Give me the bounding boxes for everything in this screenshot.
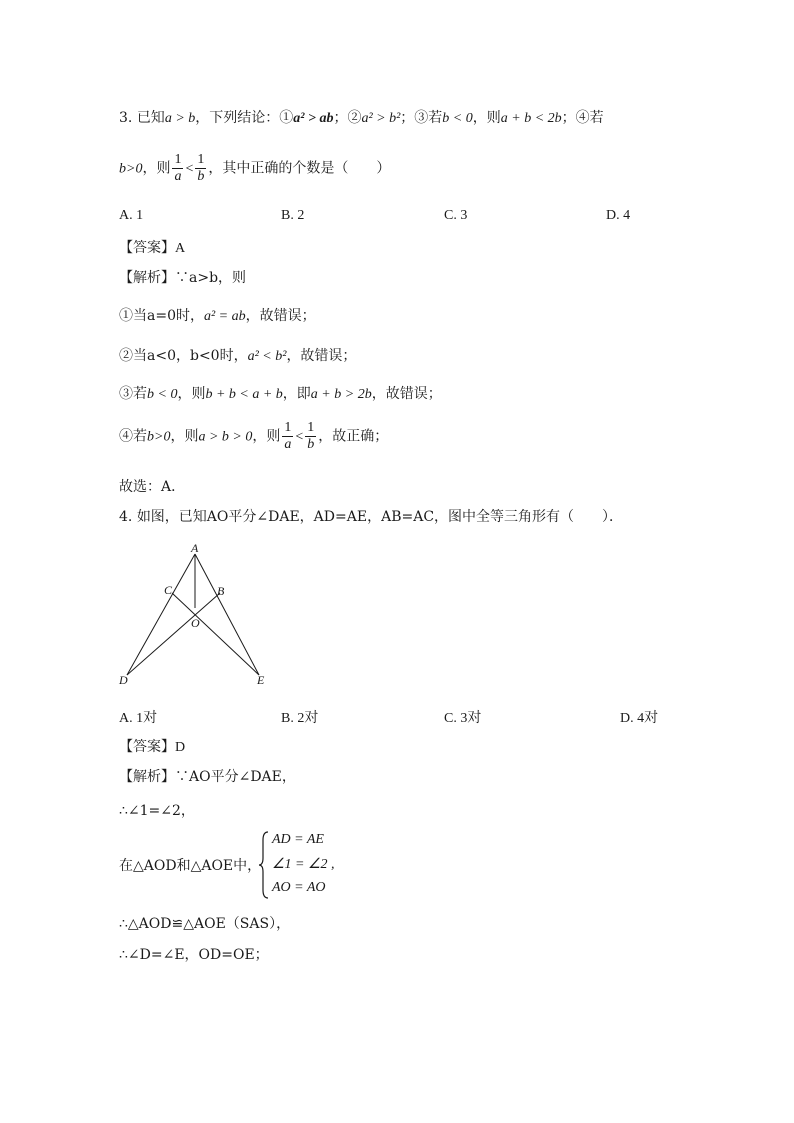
system-row-1: AD = AE	[272, 832, 324, 847]
q3-step-1: ①当a=0时，a² = ab，故错误；	[119, 308, 316, 324]
q3-text: ，下列结论：	[195, 110, 280, 126]
q3-stem-line1	[119, 108, 604, 129]
q4-step-3: ∴∠D=∠E，OD=OE；	[119, 947, 269, 963]
segment-db	[127, 593, 220, 675]
q3-option-c: C. 3	[444, 208, 468, 223]
segment-ec	[172, 593, 259, 675]
q4-option-a: A. 1对	[119, 711, 158, 726]
system-row-2: ∠1 = ∠2 ,	[272, 857, 335, 872]
q3-stem-line2	[119, 152, 390, 186]
fraction-1-over-a: $\frac{1}{a}$	[174, 152, 182, 184]
answer-value: A	[175, 241, 186, 256]
less-than: <	[185, 161, 194, 177]
system-brace-icon	[258, 830, 270, 900]
analysis-text: ∵a>b，则	[175, 270, 247, 286]
q3-c3-mark: ③若	[414, 110, 443, 126]
fraction-1-over-b: $\frac{1}{b}$	[307, 420, 315, 452]
q4-option-c: C. 3对	[444, 711, 482, 726]
q3-answer	[119, 238, 185, 259]
q3-question: ，其中正确的个数是（ ）	[208, 160, 391, 177]
q3-number: 3.	[119, 110, 133, 126]
q3-c1-mark: ①	[279, 110, 294, 126]
label-c: C	[164, 583, 173, 597]
q4-answer	[119, 737, 185, 758]
q3-sep: ；	[561, 110, 576, 126]
label-o: O	[191, 616, 200, 630]
label-b: B	[217, 584, 225, 598]
segment-ae	[195, 554, 259, 675]
fraction-1-over-b: $\frac{1}{b}$	[197, 152, 205, 184]
analysis-label: 【解析】	[119, 270, 175, 286]
answer-label: 【答案】	[119, 739, 175, 755]
q4-option-d: D. 4对	[620, 711, 659, 726]
q3-step-3: ③若b < 0，则b + b < a + b，即a + b > 2b，故错误；	[119, 386, 442, 402]
q4-step-2: ∴△AOD≌△AOE（SAS），	[119, 916, 291, 932]
q3-analysis-intro	[119, 268, 246, 288]
analysis-label: 【解析】	[119, 769, 175, 785]
q4-stem-text: 如图，已知AO平分∠DAE，AD=AE，AB=AC，图中全等三角形有（ ）．	[136, 509, 624, 525]
q3-step-4: ④若b>0，则a > b > 0，则 $\frac{1}{a}$ < $\frac{1}{b}$ ，故正确；	[119, 420, 389, 452]
q3-option-a: A. 1	[119, 208, 144, 223]
answer-label: 【答案】	[119, 240, 175, 256]
fraction-1-over-a: $\frac{1}{a}$	[284, 420, 292, 452]
q4-number: 4.	[119, 509, 133, 525]
q3-conclusion-1: a² > ab	[293, 111, 334, 126]
q3-condition: a > b	[164, 111, 196, 126]
q3-c2-mark: ②	[347, 110, 362, 126]
q4-option-b: B. 2对	[281, 711, 319, 726]
label-e: E	[257, 673, 265, 687]
q3-c3-condition: b < 0	[442, 111, 473, 126]
label-d: D	[119, 673, 128, 687]
segment-ad	[127, 554, 195, 675]
q3-option-b: B. 2	[281, 208, 305, 223]
label-a: A	[191, 541, 199, 555]
q3-intro: 已知	[136, 110, 165, 126]
q4-stem	[119, 507, 623, 527]
system-row-3: AO = AO	[272, 880, 326, 895]
q3-c4-condition: b>0	[119, 161, 143, 177]
q4-step-1: ∴∠1=∠2，	[119, 803, 195, 819]
q4-figure	[112, 538, 282, 690]
q4-analysis-intro	[119, 767, 296, 787]
q3-sep: ；	[333, 110, 348, 126]
q3-conclusion-2: a² > b²	[361, 111, 401, 126]
q3-text: ，则	[472, 110, 501, 126]
q3-conclusion-3: a + b < 2b	[500, 111, 562, 126]
q3-option-d: D. 4	[606, 208, 631, 223]
answer-value: D	[175, 740, 186, 755]
q3-c4-mark: ④若	[575, 110, 604, 126]
q4-system-intro: 在△AOD和△AOE中，	[119, 858, 262, 874]
q3-step-2: ②当a<0，b<0时，a² < b²，故错误；	[119, 348, 357, 364]
q3-text: ，则	[142, 160, 171, 177]
analysis-text: ∵AO平分∠DAE，	[175, 769, 296, 785]
q3-sep: ；	[400, 110, 415, 126]
q3-conclusion: 故选：A．	[119, 479, 186, 495]
